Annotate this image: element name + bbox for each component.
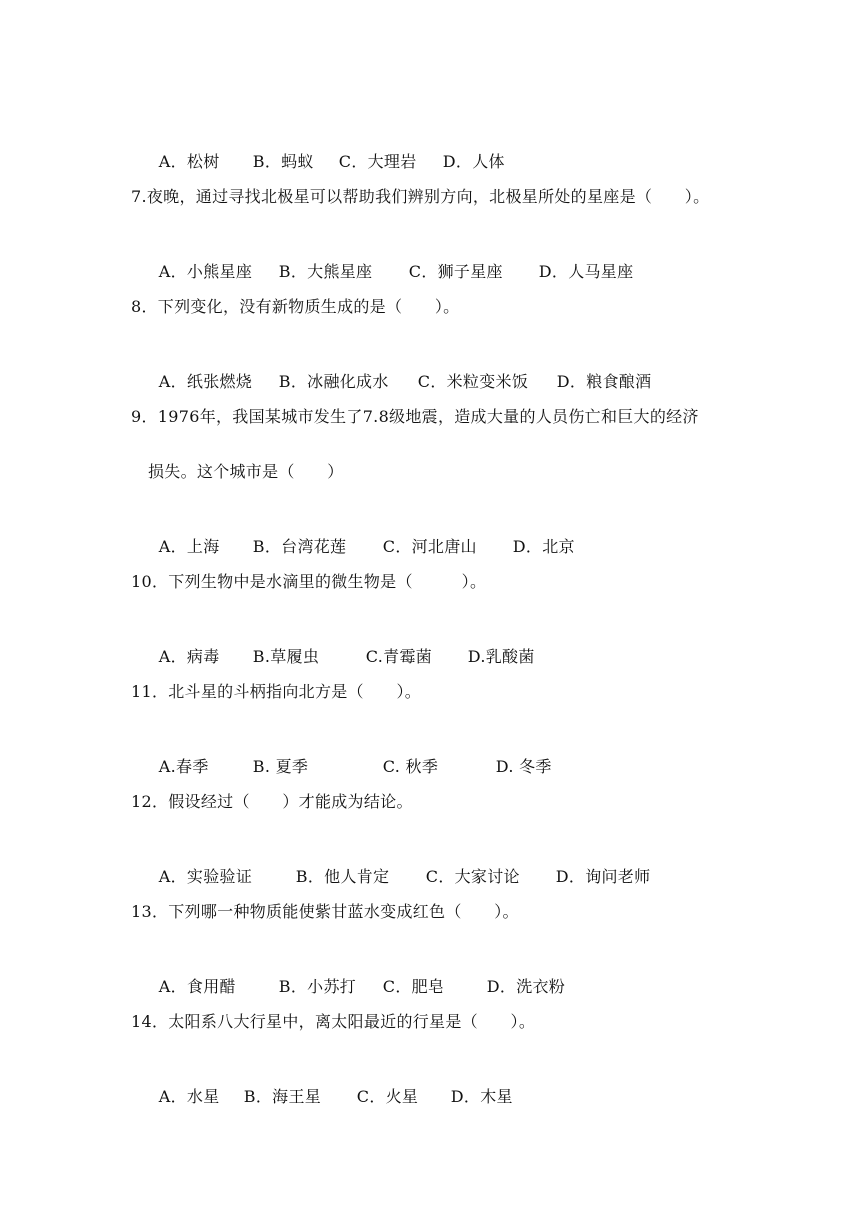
q13-stem: 13．下列哪一种物质能使紫甘蓝水变成红色（ ）。 (131, 902, 519, 921)
q12-option-a: A．实验验证 (158, 867, 253, 886)
q10-option-d: D.乳酸菌 (467, 647, 535, 666)
q13-option-a: A．食用醋 (158, 977, 236, 996)
q7-stem: 7.夜晚，通过寻找北极星可以帮助我们辨别方向，北极星所处的星座是（ ）。 (131, 187, 710, 206)
q11-stem: 11．北斗星的斗柄指向北方是（ ）。 (131, 682, 422, 701)
q13-option-c: C．肥皂 (382, 977, 445, 996)
q9-option-b: B．台湾花莲 (252, 537, 347, 556)
q11-option-a: A.春季 (158, 757, 209, 776)
q12-stem: 12．假设经过（ ）才能成为结论。 (131, 792, 413, 811)
q12-options (148, 847, 650, 887)
q8-option-b: B．冰融化成水 (278, 372, 389, 391)
q10-options (148, 627, 535, 667)
q9-option-c: C．河北唐山 (382, 537, 477, 556)
q8-option-a: A．纸张燃烧 (158, 372, 253, 391)
q8-option-d: D．粮食酿酒 (556, 372, 652, 391)
q7-options (148, 242, 633, 282)
q14-option-c: C．火星 (356, 1087, 419, 1106)
q7-option-c: C．狮子星座 (408, 262, 503, 281)
q7-option-b: B．大熊星座 (278, 262, 373, 281)
q9-stem: 9．1976年，我国某城市发生了7.8级地震，造成大量的人员伤亡和巨大的经济 (131, 407, 699, 426)
q13-option-d: D．洗衣粉 (486, 977, 566, 996)
q10-option-c: C.青霉菌 (365, 647, 433, 666)
q14-option-a: A．水星 (158, 1087, 220, 1106)
q14-options (148, 1067, 513, 1107)
q9-options (148, 517, 575, 557)
q6-option-a: A．松树 (158, 152, 220, 171)
q7-option-a: A．小熊星座 (158, 262, 253, 281)
q13-options (148, 957, 565, 997)
q14-option-d: D．木星 (450, 1087, 513, 1106)
q10-stem: 10．下列生物中是水滴里的微生物是（ ）。 (131, 572, 487, 591)
q7-option-d: D．人马星座 (538, 262, 634, 281)
q8-options (148, 352, 651, 392)
q10-option-b: B.草履虫 (252, 647, 320, 666)
q9-option-a: A．上海 (158, 537, 220, 556)
q6-option-c: C．大理岩 (338, 152, 417, 171)
q11-options (148, 737, 552, 777)
q12-option-d: D．询问老师 (555, 867, 651, 886)
q13-option-b: B．小苏打 (278, 977, 357, 996)
q14-option-b: B．海王星 (243, 1087, 322, 1106)
q9-stem-continued: 损失。这个城市是（ ） (148, 462, 344, 481)
q6-option-d: D．人体 (442, 152, 505, 171)
q11-option-b: B. 夏季 (252, 757, 309, 776)
q6-option-b: B．蚂蚁 (252, 152, 314, 171)
q8-option-c: C．米粒变米饭 (417, 372, 529, 391)
q14-stem: 14．太阳系八大行星中，离太阳最近的行星是（ ）。 (131, 1012, 536, 1031)
q9-option-d: D．北京 (512, 537, 575, 556)
q12-option-c: C．大家讨论 (425, 867, 520, 886)
q11-option-c: C. 秋季 (382, 757, 439, 776)
q11-option-d: D. 冬季 (495, 757, 552, 776)
q6-options (148, 132, 505, 172)
q12-option-b: B．他人肯定 (295, 867, 390, 886)
q10-option-a: A．病毒 (158, 647, 220, 666)
q8-stem: 8．下列变化，没有新物质生成的是（ ）。 (131, 297, 460, 316)
